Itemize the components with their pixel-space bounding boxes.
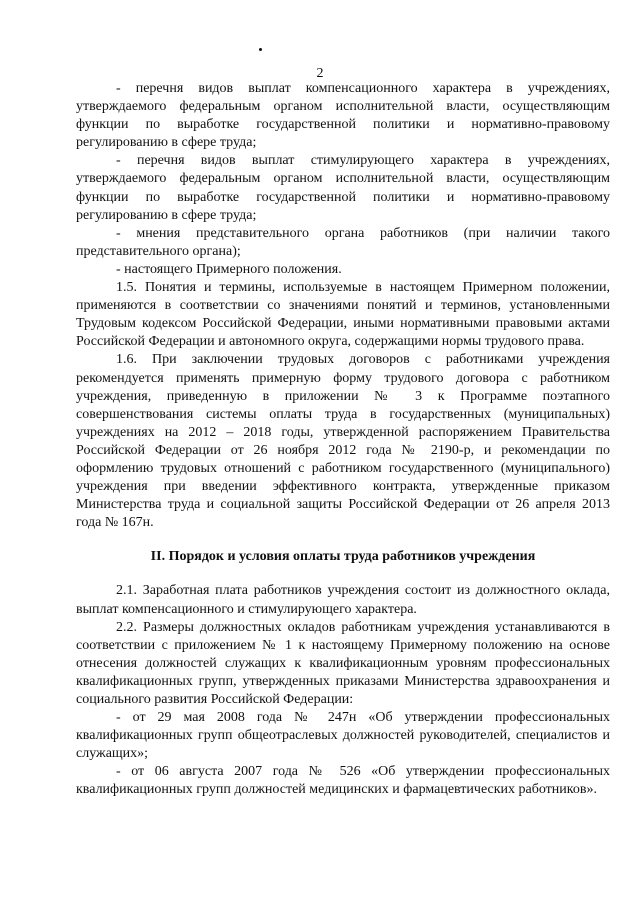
paragraph-1-5: 1.5. Понятия и термины, используемые в настоящем Примерном положении, применяются в соответствии со значениями понятий и терминов, установленными Трудовым кодексом Российской Федерации, иными нормативными правовыми актами Российской Федерации и автономного округа, содержащими нормы трудового права. [76, 280, 610, 350]
page-number: 2 [316, 66, 324, 81]
paragraph-2-2: 2.2. Размеры должностных окладов работникам учреждения устанавливаются в соответствии с приложением № 1 к настоящему Примерному положению на основе отнесения должностей служащих к квалификационным уровням профессиональных квалификационных групп, утвержденных приказами Министерства здравоохранения и социального развития Российской Федерации: [76, 619, 610, 707]
paragraph-order-247n: - от 29 мая 2008 года № 247н «Об утверждении профессиональных квалификационных групп общеотраслевых должностей руководителей, специалистов и служащих»; [76, 710, 610, 762]
paragraph-list-representative: - мнения представительного органа работников (при наличии такого представительного органа); [76, 225, 610, 259]
paragraph-list-this-regulation: - настоящего Примерного положения. [116, 261, 342, 277]
section-title: II. Порядок и условия оплаты труда работников учреждения [150, 549, 536, 565]
paragraph-list-compensation: - перечня видов выплат компенсационного характера в учреждениях, утверждаемого федеральным органом исполнительной власти, осуществляющим функции по выработке государственной политики и нормативно-правовому регулированию в сфере труда; [76, 81, 610, 151]
paragraph-2-1: 2.1. Заработная плата работников учреждения состоит из должностного оклада, выплат компенсационного и стимулирующего характера. [76, 583, 610, 617]
paragraph-order-526: - от 06 августа 2007 года № 526 «Об утверждении профессиональных квалификационных групп должностей медицинских и фармацевтических работников». [76, 764, 610, 798]
paragraph-1-6: 1.6. При заключении трудовых договоров с работниками учреждения рекомендуется применять примерную форму трудового договора с работником учреждения, приведенную в приложении № 3 к Программе поэтапного совершенствования системы оплаты труда в государственных (муниципальных) учреждениях на 2012 – 2018 годы, утвержденной распоряжением Правительства Российской Федерации от 26 ноября 2012 года № 2190-р, и рекомендации по оформлению трудовых отношений с работником государственного (муниципального) учреждения при введении эффективного контракта, утвержденные приказом Министерства труда и социальной защиты Российской Федерации от 26 апреля 2013 года № 167н. [76, 352, 610, 531]
scan-dot [259, 48, 262, 51]
paragraph-list-stimulating: - перечня видов выплат стимулирующего характера в учреждениях, утверждаемого федеральным органом исполнительной власти, осуществляющим функции по выработке государственной политики и нормативно-правовому регулированию в сфере труда; [76, 153, 610, 223]
document-body [76, 80, 610, 800]
